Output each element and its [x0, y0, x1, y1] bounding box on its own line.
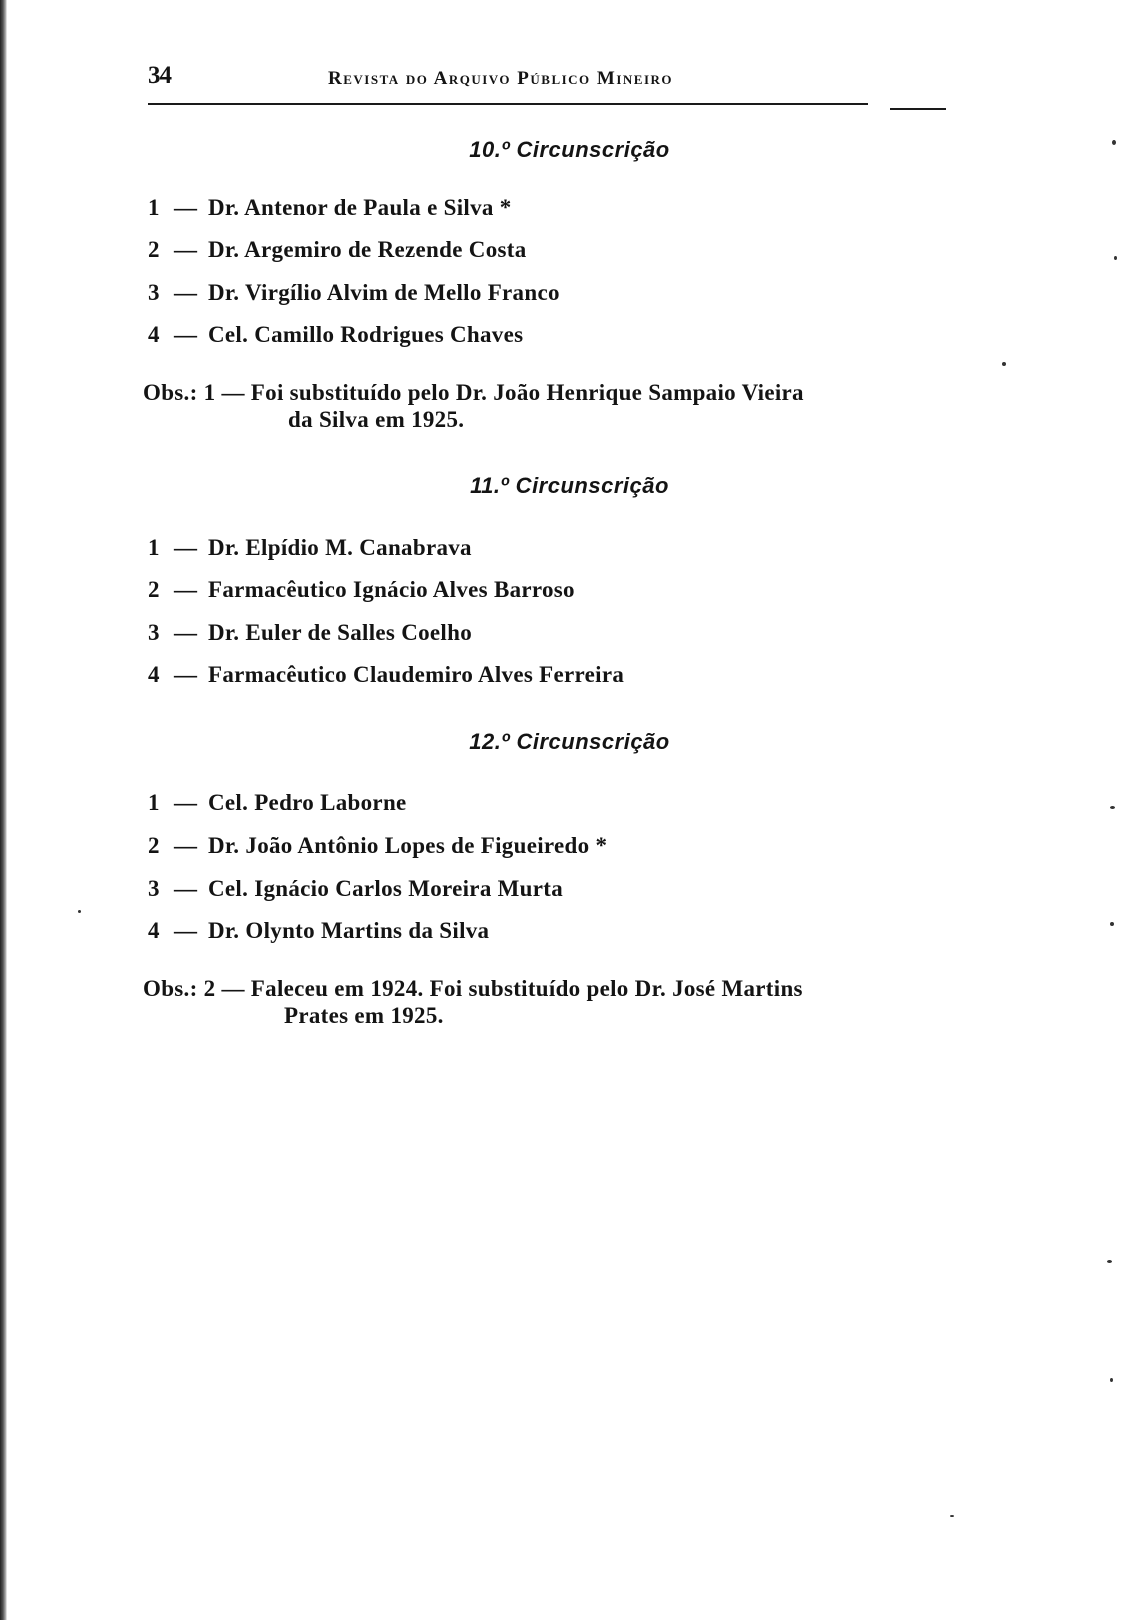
entry-number: 2: [148, 833, 160, 858]
observation-note: Obs.: 1 — Foi substituído pelo Dr. João Henrique Sampaio Vieira: [143, 380, 804, 405]
scan-speck: [1107, 1260, 1112, 1263]
entry-number: 4: [148, 662, 160, 687]
entry-number: 1: [148, 535, 160, 560]
entry-number: 1: [148, 195, 160, 220]
entry-name: Dr. Euler de Salles Coelho: [208, 620, 473, 645]
scan-speck: [1110, 922, 1114, 926]
entry-name: Dr. Antenor de Paula e Silva *: [208, 195, 512, 220]
page-number: 34: [148, 62, 171, 89]
entry-dash: —: [174, 833, 198, 858]
list-item: [148, 195, 512, 221]
list-item: [148, 237, 527, 263]
entry-name: Dr. Argemiro de Rezende Costa: [208, 237, 527, 262]
entry-dash: —: [174, 280, 198, 305]
scan-speck: [1110, 1378, 1113, 1382]
entry-name: Cel. Camillo Rodrigues Chaves: [208, 322, 524, 347]
scan-speck: [1114, 256, 1117, 260]
header-rule-short: [890, 108, 946, 110]
entry-number: 1: [148, 790, 160, 815]
entry-name: Dr. Virgílio Alvim de Mello Franco: [208, 280, 560, 305]
list-item: [148, 620, 472, 646]
scan-speck: [1112, 140, 1116, 145]
list-item: [148, 876, 563, 902]
scan-speck: [950, 1515, 954, 1517]
running-title: Revista do Arquivo Público Mineiro: [328, 68, 674, 89]
entry-dash: —: [174, 918, 198, 943]
scan-speck: [1002, 362, 1006, 366]
list-item: [148, 535, 472, 561]
entry-dash: —: [174, 535, 198, 560]
list-item: [148, 577, 575, 603]
entry-dash: —: [174, 322, 198, 347]
entry-name: Farmacêutico Ignácio Alves Barroso: [208, 577, 575, 602]
list-item: [148, 790, 407, 816]
entry-name: Dr. Olynto Martins da Silva: [208, 918, 490, 943]
section-title-11: 11.º Circunscrição: [470, 473, 669, 498]
entry-number: 4: [148, 322, 160, 347]
entry-number: 2: [148, 577, 160, 602]
list-item: [148, 833, 607, 859]
section-title-10: 10.º Circunscrição: [469, 137, 670, 162]
list-item: [148, 280, 560, 306]
entry-dash: —: [174, 195, 198, 220]
entry-dash: —: [174, 662, 198, 687]
entry-dash: —: [174, 237, 198, 262]
entry-name: Dr. João Antônio Lopes de Figueiredo *: [208, 833, 608, 858]
entry-dash: —: [174, 790, 198, 815]
list-item: [148, 918, 489, 944]
entry-name: Dr. Elpídio M. Canabrava: [208, 535, 472, 560]
entry-number: 3: [148, 876, 160, 901]
list-item: [148, 322, 523, 348]
entry-number: 3: [148, 280, 160, 305]
entry-name: Cel. Pedro Laborne: [208, 790, 407, 815]
entry-name: Farmacêutico Claudemiro Alves Ferreira: [208, 662, 625, 687]
observation-note: Obs.: 2 — Faleceu em 1924. Foi substituído pelo Dr. José Martins: [143, 976, 803, 1001]
observation-note-continued: da Silva em 1925.: [288, 407, 465, 432]
scan-speck: [78, 910, 81, 913]
observation-note-continued: Prates em 1925.: [284, 1003, 444, 1028]
entry-dash: —: [174, 620, 198, 645]
entry-number: 3: [148, 620, 160, 645]
list-item: [148, 662, 624, 688]
entry-dash: —: [174, 577, 198, 602]
entry-dash: —: [174, 876, 198, 901]
header-rule: [148, 103, 868, 105]
entry-number: 4: [148, 918, 160, 943]
scan-speck: [1110, 806, 1115, 809]
section-title-12: 12.º Circunscrição: [469, 729, 670, 754]
entry-number: 2: [148, 237, 160, 262]
entry-name: Cel. Ignácio Carlos Moreira Murta: [208, 876, 564, 901]
